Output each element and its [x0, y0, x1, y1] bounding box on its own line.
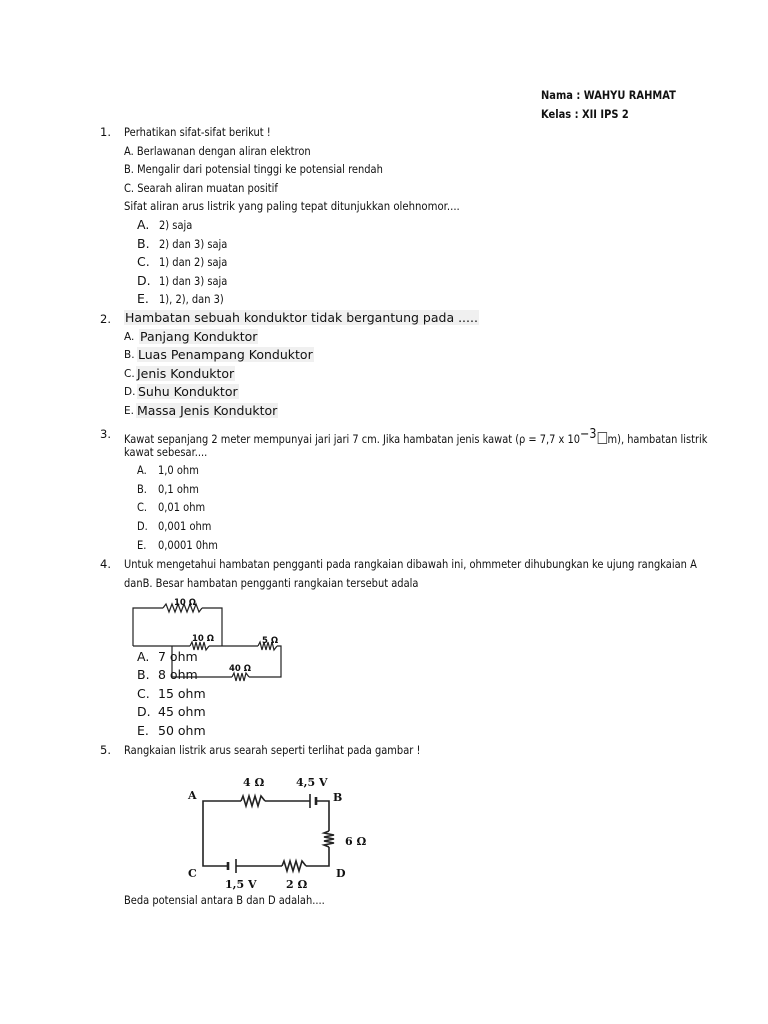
q4-label-r4: 40 Ω	[229, 664, 252, 674]
q1-option-c-letter: C.	[137, 254, 150, 269]
q1-prop-a: A. Berlawanan dengan aliran elektron	[124, 144, 311, 158]
q5-node-a: A	[188, 789, 197, 802]
q3-option-c-text: 0,01 ohm	[158, 500, 206, 514]
q1-option-b-letter: B.	[137, 236, 150, 251]
q2-option-a-letter: A.	[124, 331, 135, 343]
q1-option-d-letter: D.	[137, 273, 151, 288]
q4-option-b-letter: B.	[137, 667, 150, 682]
q5-circuit-wires	[203, 801, 329, 866]
q2-option-d-text: Suhu Konduktor	[138, 384, 238, 399]
q3-option-e-text: 0,0001 0hm	[158, 538, 218, 552]
q4-text-line2: danB. Besar hambatan pengganti rangkaian tersebut adala	[124, 576, 419, 590]
q4-number: 4.	[100, 557, 111, 571]
q5-label-r-top: 4 Ω	[243, 776, 265, 789]
q3-text-line2: kawat sebesar....	[124, 445, 208, 459]
q3-text-a: Kawat sepanjang 2 meter mempunyai jari jari 7 cm. Jika hambatan jenis kawat (ρ = 7,7 x 10	[124, 431, 581, 446]
q5-number: 5.	[100, 743, 111, 757]
q4-option-c-letter: C.	[137, 686, 150, 701]
q1-number: 1.	[100, 125, 111, 139]
q3-text-b: m), hambatan listrik	[607, 431, 708, 446]
q3-option-b-text: 0,1 ohm	[158, 482, 199, 496]
q5-resistor-top	[241, 796, 265, 806]
q2-option-b-text: Luas Penampang Konduktor	[138, 347, 313, 362]
q2-option-a-text: Panjang Konduktor	[140, 329, 258, 344]
q1-question: Sifat aliran arus listrik yang paling tepat ditunjukkan olehnomor....	[124, 199, 460, 213]
q4-option-e-text: 50 ohm	[158, 723, 206, 738]
q5-label-r-bottom: 2 Ω	[286, 878, 308, 891]
q5-resistor-bottom	[282, 861, 306, 871]
q3-option-d-letter: D.	[137, 519, 148, 533]
q5-question: Beda potensial antara B dan D adalah....	[124, 893, 325, 907]
q1-option-e-text: 1), 2), dan 3)	[159, 292, 224, 306]
q5-battery-bottom	[228, 859, 236, 873]
q1-text: Perhatikan sifat-sifat berikut !	[124, 125, 271, 139]
q3-number: 3.	[100, 427, 111, 441]
q3-option-e-letter: E.	[137, 538, 147, 552]
q1-option-d-text: 1) dan 3) saja	[159, 274, 228, 288]
q3-option-d-text: 0,001 ohm	[158, 519, 212, 533]
q5-node-c: C	[188, 867, 197, 880]
q4-option-a-text: 7 ohm	[158, 649, 198, 664]
q3-option-c-letter: C.	[137, 500, 148, 514]
q1-option-c-text: 1) dan 2) saja	[159, 255, 228, 269]
q5-resistor-right	[324, 831, 334, 847]
q4-label-r1: 10 Ω	[174, 598, 197, 608]
q4-option-c-text: 15 ohm	[158, 686, 206, 701]
q2-option-d-letter: D.	[124, 386, 136, 398]
q2-number: 2.	[100, 312, 111, 326]
q5-label-v-top: 4,5 V	[296, 776, 328, 789]
q5-node-b: B	[333, 791, 343, 804]
q2-option-c-text: Jenis Konduktor	[137, 366, 235, 381]
q5-label-r-right: 6 Ω	[345, 835, 367, 848]
q4-option-e-letter: E.	[137, 723, 149, 738]
q1-prop-b: B. Mengalir dari potensial tinggi ke potensial rendah	[124, 162, 383, 176]
q2-option-c-letter: C.	[124, 368, 135, 380]
q2-option-e-text: Massa Jenis Konduktor	[137, 403, 278, 418]
q2-text: Hambatan sebuah konduktor tidak bergantung pada .....	[125, 310, 478, 325]
q5-node-d: D	[336, 867, 346, 880]
q3-option-b-letter: B.	[137, 482, 147, 496]
q5-text: Rangkaian listrik arus searah seperti terlihat pada gambar !	[124, 743, 421, 757]
q4-option-d-letter: D.	[137, 704, 151, 719]
q4-label-r3: 5 Ω	[262, 636, 279, 646]
q3-option-a-text: 1,0 ohm	[158, 463, 199, 477]
q4-option-d-text: 45 ohm	[158, 704, 206, 719]
q1-option-b-text: 2) dan 3) saja	[159, 237, 228, 251]
q1-prop-c: C. Searah aliran muatan positif	[124, 181, 278, 195]
q3-exponent: −3	[580, 427, 597, 442]
q4-option-a-letter: A.	[137, 649, 150, 664]
q3-option-a-letter: A.	[137, 463, 147, 477]
q4-option-b-text: 8 ohm	[158, 667, 198, 682]
student-class: Kelas : XII IPS 2	[541, 107, 629, 121]
q2-option-b-letter: B.	[124, 349, 135, 361]
q2-option-e-letter: E.	[124, 405, 134, 417]
q4-label-r2: 10 Ω	[192, 634, 215, 644]
q5-battery-top	[310, 794, 316, 808]
q1-option-e-letter: E.	[137, 291, 149, 306]
q1-option-a-letter: A.	[137, 217, 150, 232]
student-name: Nama : WAHYU RAHMAT	[541, 88, 676, 102]
q4-text-line1: Untuk mengetahui hambatan pengganti pada rangkaian dibawah ini, ohmmeter dihubungkan ke ujung rangkaian A	[124, 557, 697, 571]
q1-option-a-text: 2) saja	[159, 218, 193, 232]
q5-label-v-bottom: 1,5 V	[225, 878, 257, 891]
